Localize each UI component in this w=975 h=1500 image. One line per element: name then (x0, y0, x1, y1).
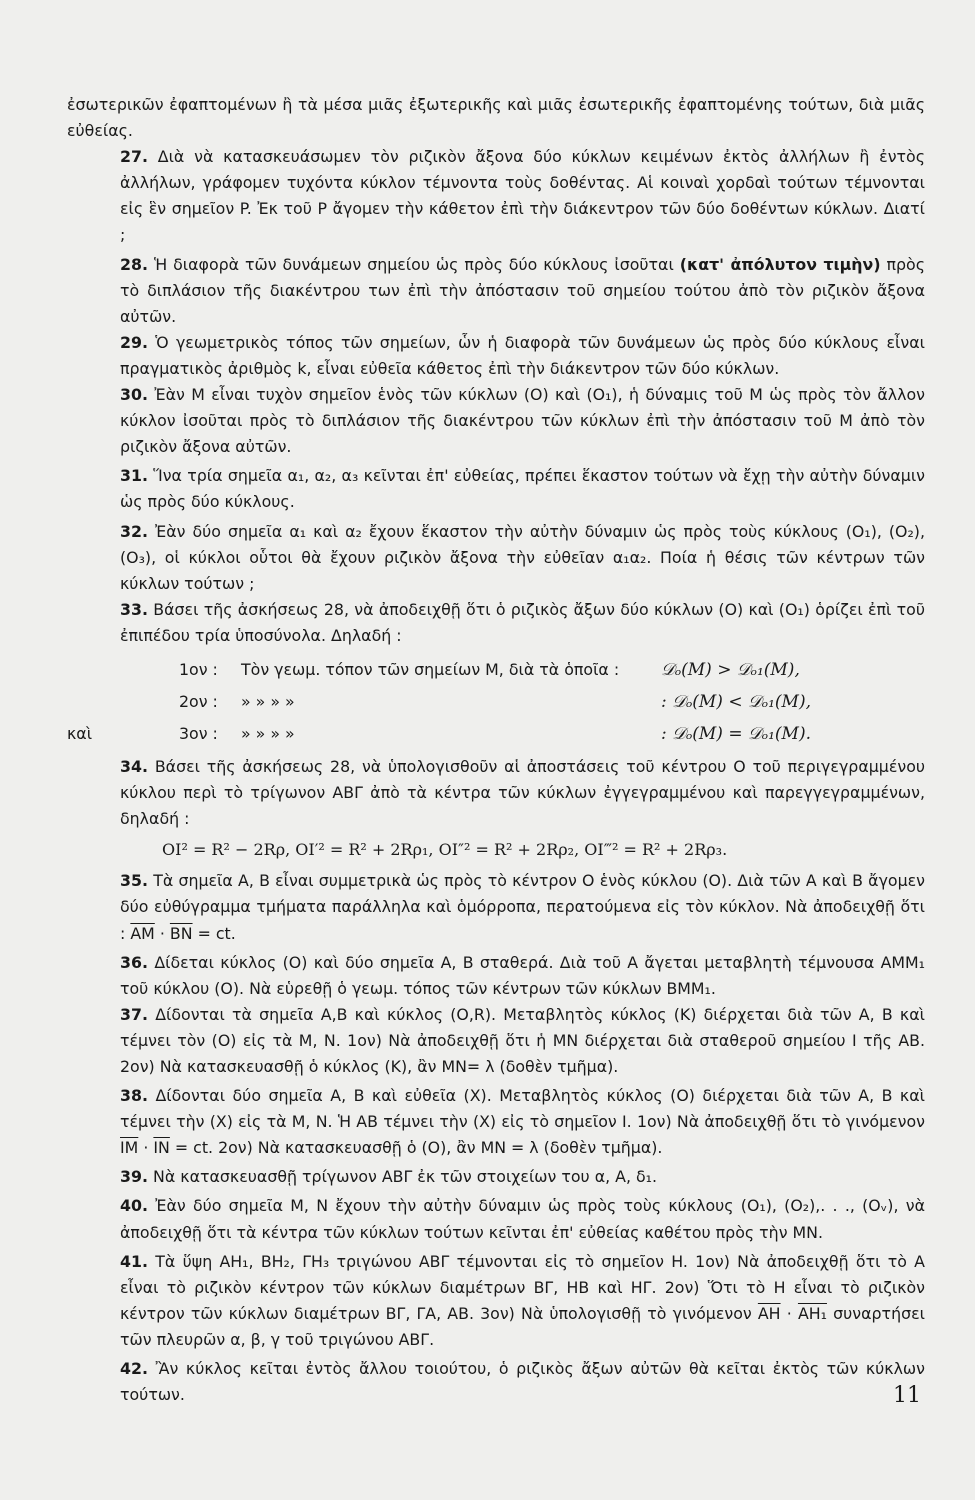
exercise-42 (67, 1356, 925, 1408)
case-ordinal: 3ον : (179, 723, 218, 743)
segment-ah: $\overline{AH}$ (757, 1303, 781, 1323)
case-ordinal: 2ον : (179, 691, 218, 711)
page-number: 11 (893, 1383, 921, 1408)
segment-bn: $\overline{BN}$ (169, 923, 193, 943)
case-relation: : 𝒟ₒ(M) = 𝒟ₒ₁(M). (661, 723, 811, 744)
page-content (67, 92, 925, 1408)
exercise-36 (67, 950, 925, 1002)
case-row (67, 654, 811, 686)
dot-operator: · (786, 1303, 792, 1323)
exercise-31 (67, 463, 925, 515)
exercise-text: Βάσει τῆς ἀσκήσεως 28, νὰ ἀποδειχθῇ ὅτι ὁ ριζικὸς ἄξων δύο κύκλων (O) καὶ (O₁) ὁρίζει ἐπὶ τοῦ ἐπιπέδου τρία ὑποσύνολα. Δηλαδή : (120, 599, 925, 645)
exercise-number: 30. (120, 385, 148, 405)
case-connector (67, 686, 179, 718)
exercise-41 (67, 1249, 925, 1353)
exercise-text: = ct. 2ον) Νὰ κατασκευασθῇ ὁ (O), ἂν MN = λ (δοθὲν τμῆμα). (174, 1138, 663, 1158)
case-description: Τὸν γεωμ. τόπον τῶν σημείων M, διὰ τὰ ὁποῖα : (241, 659, 620, 679)
case-relation: : 𝒟ₒ(M) < 𝒟ₒ₁(M), (661, 691, 811, 712)
dot-operator: · (159, 923, 165, 943)
case-connector: καὶ (67, 723, 93, 743)
exercise-text: Ἐὰν δύο σημεῖα M, N ἔχουν τὴν αὐτὴν δύναμιν ὡς πρὸς τοὺς κύκλους (O₁), (O₂),. . ., (Oᵥ), νὰ ἀποδειχθῇ ὅτι τὰ κέντρα τῶν κύκλων τούτων κεῖνται ἐπ' εὐθείας καθέτου πρὸς τὴν MN. (120, 1196, 925, 1242)
exercise-number: 31. (120, 466, 148, 486)
segment-im: $\overline{IM}$ (120, 1138, 139, 1158)
case-row (67, 686, 811, 718)
exercise-text: Ἐὰν δύο σημεῖα α₁ καὶ α₂ ἔχουν ἕκαστον τὴν αὐτὴν δύναμιν ὡς πρὸς τοὺς κύκλους (O₁), (O₂), (O₃), οἱ κύκλοι οὗτοι θὰ ἔχουν ριζικὸν ἄξονα τὴν εὐθεῖαν α₁α₂. Ποία ἡ θέσις τῶν κέντρων τῶν κύκλων τούτων ; (120, 521, 925, 593)
exercise-29 (67, 330, 925, 382)
exercise-27 (67, 144, 925, 248)
exercise-38 (67, 1083, 925, 1161)
exercise-39 (67, 1164, 925, 1190)
exercise-text: Διὰ νὰ κατασκευάσωμεν τὸν ριζικὸν ἄξονα δύο κύκλων κειμένων ἐκτὸς ἀλλήλων ἢ ἐντὸς ἀλλήλων, γράφομεν τυχόντα κύκλον τέμνοντα τοὺς δοθέντας. Αἱ κοιναὶ χορδαὶ τούτων τέμνονται εἰς ἓν σημεῖον P. Ἐκ τοῦ P ἄγομεν τὴν κάθετον ἐπὶ τὴν διάκεντρον τῶν δύο δοθέντων κύκλων. Διατί ; (120, 147, 925, 245)
exercise-37 (67, 1002, 925, 1080)
case-ordinal: 1ον : (179, 659, 218, 679)
cases-table (67, 654, 811, 750)
exercise-number: 36. (120, 952, 148, 972)
dot-operator: · (143, 1138, 149, 1158)
exercise-text: Δίδονται τὰ σημεῖα A,B καὶ κύκλος (O,R). Μεταβλητὸς κύκλος (K) διέρχεται διὰ τῶν A, B καὶ τέμνει τὸν (O) εἰς τὰ M, N. 1ον) Νὰ ἀποδειχθῇ ὅτι ἡ MN διέρχεται διὰ σταθεροῦ σημείου I τῆς AB. 2ον) Νὰ κατασκευασθῇ ὁ κύκλος (K), ἂν MN= λ (δοθὲν τμῆμα). (120, 1004, 925, 1076)
lead-paragraph: ἐσωτερικῶν ἐφαπτομένων ἢ τὰ μέσα μιᾶς ἐξωτερικῆς καὶ μιᾶς ἐσωτερικῆς ἐφαπτομένης τούτων, διὰ μιᾶς εὐθείας. (67, 95, 925, 141)
bold-phrase: (κατ' ἀπόλυτον τιμὴν) (679, 254, 881, 274)
exercise-text: Δίδεται κύκλος (O) καὶ δύο σημεῖα A, B σταθερά. Διὰ τοῦ A ἄγεται μεταβλητὴ τέμνουσα AMM₁ τοῦ κύκλου (O). Νὰ εὑρεθῇ ὁ γεωμ. τόπος τῶν κέντρων τῶν κύκλων BMM₁. (120, 952, 925, 998)
case-relation: 𝒟ₒ(M) > 𝒟ₒ₁(M), (661, 659, 800, 680)
exercise-number: 32. (120, 521, 148, 541)
exercise-32 (67, 519, 925, 597)
exercise-number: 34. (120, 756, 148, 776)
exercise-text: πρὸς τὸ διπλάσιον τῆς διακέντρου των ἐπὶ τὴν ἀπόστασιν τοῦ σημείου τούτου ἀπὸ τὸν ριζικὸν ἄξονα αὐτῶν. (120, 254, 925, 326)
exercise-28 (67, 252, 925, 330)
exercise-text: Δίδονται δύο σημεῖα A, B καὶ εὐθεῖα (X). Μεταβλητὸς κύκλος (O) διέρχεται διὰ τῶν A, B καὶ τέμνει τὴν (X) εἰς τὰ M, N. Ἡ AB τέμνει τὴν (X) εἰς τὸ σημεῖον I. 1ον) Νὰ ἀποδειχθῇ ὅτι τὸ γινόμενον (120, 1086, 925, 1132)
exercise-number: 38. (120, 1086, 148, 1106)
exercise-number: 29. (120, 332, 148, 352)
exercise-text: Βάσει τῆς ἀσκήσεως 28, νὰ ὑπολογισθοῦν αἱ ἀποστάσεις τοῦ κέντρου O τοῦ περιγεγραμμένου κύκλου περὶ τὸ τρίγωνον ΑΒΓ ἀπὸ τὰ κέντρα τῶν κύκλων ἐγγεγραμμένου καὶ παρεγγεγραμμένων, δηλαδή : (120, 756, 925, 829)
exercise-40 (67, 1193, 925, 1245)
case-description: » » » » (241, 691, 295, 711)
exercise-number: 40. (120, 1196, 148, 1216)
distance-formulas: OI² = R² − 2Rρ, OI′² = R² + 2Rρ₁, OI″² = R² + 2Rρ₂, OI‴² = R² + 2Rρ₃. (162, 840, 728, 860)
exercise-text: Νὰ κατασκευασθῇ τρίγωνον ΑΒΓ ἐκ τῶν στοιχείων του α, A, δ₁. (153, 1167, 658, 1187)
exercise-number: 42. (120, 1359, 148, 1379)
case-connector (67, 654, 179, 686)
exercise-text: Ὁ γεωμετρικὸς τόπος τῶν σημείων, ὧν ἡ διαφορὰ τῶν δυνάμεων ὡς πρὸς δύο κύκλους εἶναι πραγματικὸς ἀριθμὸς k, εἶναι εὐθεῖα κάθετος ἐπὶ τὴν διάκεντρον τῶν δύο κύκλων. (120, 332, 925, 378)
exercise-number: 41. (120, 1251, 148, 1271)
case-row (67, 718, 811, 750)
exercise-35 (67, 868, 925, 946)
exercise-30 (67, 382, 925, 460)
segment-am: $\overline{AM}$ (130, 923, 155, 943)
exercise-number: 33. (120, 599, 148, 619)
exercise-text: συναρτήσει τῶν πλευρῶν α, β, γ τοῦ τριγώνου ΑΒΓ. (120, 1303, 925, 1349)
exercise-33 (67, 597, 925, 649)
exercise-text: Ἡ διαφορὰ τῶν δυνάμεων σημείου ὡς πρὸς δύο κύκλους ἰσοῦται (153, 254, 674, 274)
exercise-text: Τὰ ὕψη AH₁, BH₂, ΓH₃ τριγώνου ΑΒΓ τέμνονται εἰς τὸ σημεῖον H. 1ον) Νὰ ἀποδειχθῇ ὅτι τὸ A εἶναι τὸ ριζικὸν κέντρον τῶν κύκλων διαμέτρων ΒΓ, HB καὶ HΓ. 2ον) Ὅτι τὸ H εἶναι τὸ ριζικὸν κέντρον τῶν κύκλων διαμέτρων ΒΓ, ΓA, AB. 3ον) Νὰ ὑπολογισθῇ τὸ γινόμενον (120, 1251, 925, 1323)
segment-ah1: AH₁ (797, 1303, 827, 1323)
exercise-text: Ἂν κύκλος κεῖται ἐντὸς ἄλλου τοιούτου, ὁ ριζικὸς ἄξων αὐτῶν θὰ κεῖται ἐκτὸς τῶν κύκλων τούτων. (120, 1359, 925, 1405)
case-description: » » » » (241, 723, 295, 743)
exercise-text: Τὰ σημεῖα A, B εἶναι συμμετρικὰ ὡς πρὸς τὸ κέντρον O ἑνὸς κύκλου (O). Διὰ τῶν A καὶ B ἄγομεν δύο εὐθύγραμμα τμήματα παράλληλα καὶ ὁμόρροπα, περατούμενα εἰς τὸν κύκλον. Νὰ ἀποδειχθῇ ὅτι : (120, 871, 926, 943)
exercise-number: 37. (120, 1004, 148, 1024)
exercise-number: 39. (120, 1167, 148, 1187)
exercise-text: = ct. (197, 923, 236, 943)
exercise-text: Ἐὰν M εἶναι τυχὸν σημεῖον ἑνὸς τῶν κύκλων (O) καὶ (O₁), ἡ δύναμις τοῦ M ὡς πρὸς τὸν ἄλλον κύκλον ἰσοῦται πρὸς τὸ διπλάσιον τῆς διακέντρου τῶν κύκλων ἐπὶ τὴν ἀπόστασιν τοῦ M ἀπὸ τὸν ριζικὸν ἄξονα αὐτῶν. (120, 385, 925, 457)
exercise-number: 28. (120, 254, 148, 274)
exercise-text: Ἵνα τρία σημεῖα α₁, α₂, α₃ κεῖνται ἐπ' εὐθείας, πρέπει ἕκαστον τούτων νὰ ἔχῃ τὴν αὐτὴν δύναμιν ὡς πρὸς δύο κύκλους. (120, 466, 925, 512)
segment-in: $\overline{IN}$ (153, 1138, 170, 1158)
exercise-number: 27. (120, 147, 148, 167)
exercise-34 (67, 754, 925, 832)
exercise-number: 35. (120, 871, 148, 891)
